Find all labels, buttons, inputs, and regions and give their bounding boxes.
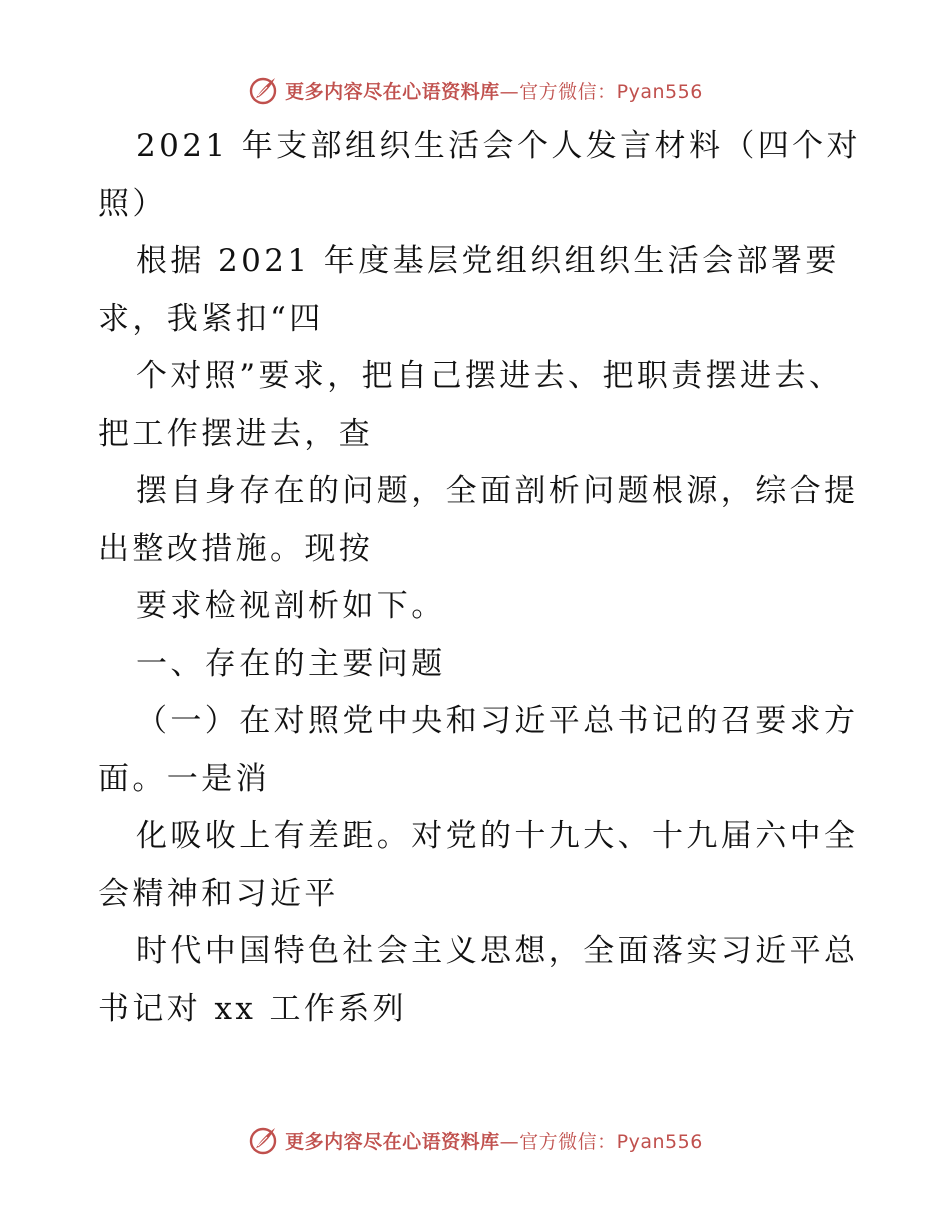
doc-line-6: 把工作摆进去，查: [98, 415, 374, 452]
header-banner-content: [247, 74, 703, 106]
footer-banner-text: [285, 1127, 703, 1154]
doc-line-15: 时代中国特色社会主义思想，全面落实习近平总: [136, 933, 859, 969]
footer-banner-contact: —官方微信：Pyan556: [499, 1130, 703, 1153]
quill-circle-icon: [247, 74, 279, 106]
header-banner: [0, 70, 950, 110]
footer-banner-content: [247, 1124, 703, 1156]
doc-line-12: 面。一是消: [98, 760, 270, 797]
doc-line-3: 根据 2021 年度基层党组织组织生活会部署要: [136, 243, 840, 279]
doc-line-5: 个对照”要求，把自己摆进去、把职责摆进去、: [136, 358, 844, 394]
doc-line-title-1: 2021 年支部组织生活会个人发言材料（四个对: [136, 128, 861, 164]
header-banner-contact: —官方微信：Pyan556: [499, 80, 703, 103]
doc-line-8: 出整改措施。现按: [98, 530, 374, 567]
doc-line-16: 书记对 xx 工作系列: [98, 990, 408, 1027]
quill-circle-icon: [247, 1124, 279, 1156]
doc-line-7: 摆自身存在的问题，全面剖析问题根源，综合提: [136, 473, 859, 509]
document-body: [98, 118, 861, 1038]
doc-line-title-2: 照）: [98, 185, 167, 222]
footer-banner: [0, 1120, 950, 1160]
doc-line-9: 要求检视剖析如下。: [136, 588, 446, 624]
doc-line-11: （一）在对照党中央和习近平总书记的召要求方: [136, 703, 859, 739]
footer-banner-title: 更多内容尽在心语资料库: [285, 1130, 500, 1153]
doc-line-section-heading: 一、存在的主要问题: [136, 645, 446, 682]
doc-line-4: 求，我紧扣“四: [98, 300, 324, 337]
doc-line-14: 会精神和习近平: [98, 875, 339, 912]
doc-line-13: 化吸收上有差距。对党的十九大、十九届六中全: [136, 818, 859, 854]
header-banner-text: [285, 77, 703, 104]
header-banner-title: 更多内容尽在心语资料库: [285, 80, 500, 103]
